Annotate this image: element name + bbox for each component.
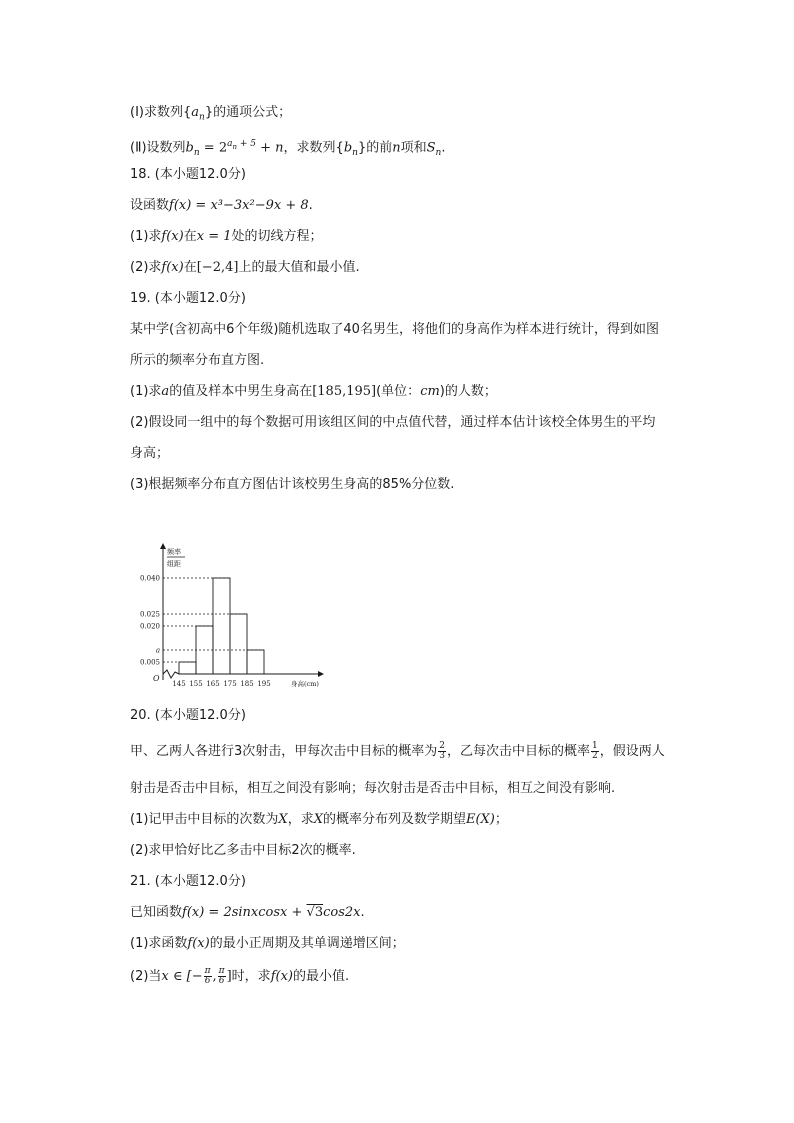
q20-stem-line1: 甲、乙两人各进行3次射击，甲每次击中目标的概率为 $\frac{2}{3}$ ，乙每次击中目标的概率 $\frac{1}{2}$ ，假设两人: [130, 741, 665, 761]
y-tick-label: 0.040: [139, 574, 160, 583]
x-axis-break: [163, 670, 179, 678]
origin-label: O: [153, 674, 160, 683]
q21-part1: (1)求函数f(x)的最小正周期及其单调递增区间；: [130, 936, 405, 951]
q18-part1: (1)求f(x)在x = 1处的切线方程；: [130, 229, 323, 244]
xlabel: 身高(cm): [291, 680, 319, 688]
y-tick-label: 0.025: [139, 610, 160, 619]
q18-part2: (2)求f(x)在[−2,4]上的最大值和最小值.: [130, 260, 360, 275]
x-tick-label: 155: [189, 680, 203, 688]
y-tick-label: 0.020: [139, 622, 160, 631]
frequency-histogram: [125, 540, 335, 690]
q21-part2: (2)当x ∈ [− $\frac{\pi}{6}$ , $\frac{\pi}{6}$ ]时，求f(x)的最小值.: [130, 966, 350, 986]
histogram-bar: [213, 578, 230, 674]
x-tick-label: 175: [223, 680, 237, 688]
q18-stem: 设函数f(x) = x³−3x²−9x + 8.: [130, 198, 313, 213]
histogram-bar: [179, 662, 196, 674]
q19-header: 19. (本小题12.0分): [130, 291, 246, 306]
q19-stem-line1: 某中学(含初高中6个年级)随机选取了40名男生，将他们的身高作为样本进行统计，得到如图: [130, 322, 659, 337]
y-tick-label: 0.005: [139, 658, 160, 667]
x-tick-label: 185: [240, 680, 254, 688]
q20-part1: (1)记甲击中目标的次数为X，求X的概率分布列及数学期望E(X)；: [130, 812, 508, 827]
q19-part3: (3)根据频率分布直方图估计该校男生身高的85%分位数.: [130, 477, 455, 492]
histogram-bar: [230, 614, 247, 674]
x-tick-label: 165: [206, 680, 220, 688]
q19-stem-line2: 所示的频率分布直方图.: [130, 353, 265, 368]
q21-stem: 已知函数f(x) = 2sinxcosx + √3cos2x.: [130, 905, 365, 920]
q20-stem-line2: 射击是否击中目标，相互之间没有影响；每次射击是否击中目标，相互之间没有影响.: [130, 781, 616, 796]
ylabel-den: 组距: [167, 560, 181, 568]
q17-part2: (Ⅱ)设数列$b_n = 2^{a_n + 5} + n$，求数列$\{b_n\}$的前n项和$S_n$.: [130, 139, 446, 158]
q18-header: 18. (本小题12.0分): [130, 167, 246, 182]
x-tick-label: 145: [172, 680, 186, 688]
q20-header: 20. (本小题12.0分): [130, 708, 246, 723]
q19-part2-line2: 身高；: [130, 446, 170, 461]
q21-header: 21. (本小题12.0分): [130, 874, 246, 889]
y-tick-label: a: [155, 646, 160, 655]
q19-part1: (1)求a的值及样本中男生身高在[185,195](单位：cm)的人数；: [130, 384, 497, 399]
histogram-bar: [247, 650, 264, 674]
q19-part2-line1: (2)假设同一组中的每个数据可用该组区间的中点值代替，通过样本估计该校全体男生的平均: [130, 415, 656, 430]
q17-part1: (Ⅰ)求数列$\{a_n\}$的通项公式；: [130, 105, 292, 123]
q20-part2: (2)求甲恰好比乙多击中目标2次的概率.: [130, 843, 356, 858]
x-tick-label: 195: [257, 680, 271, 688]
ylabel-num: 频率: [167, 548, 181, 556]
